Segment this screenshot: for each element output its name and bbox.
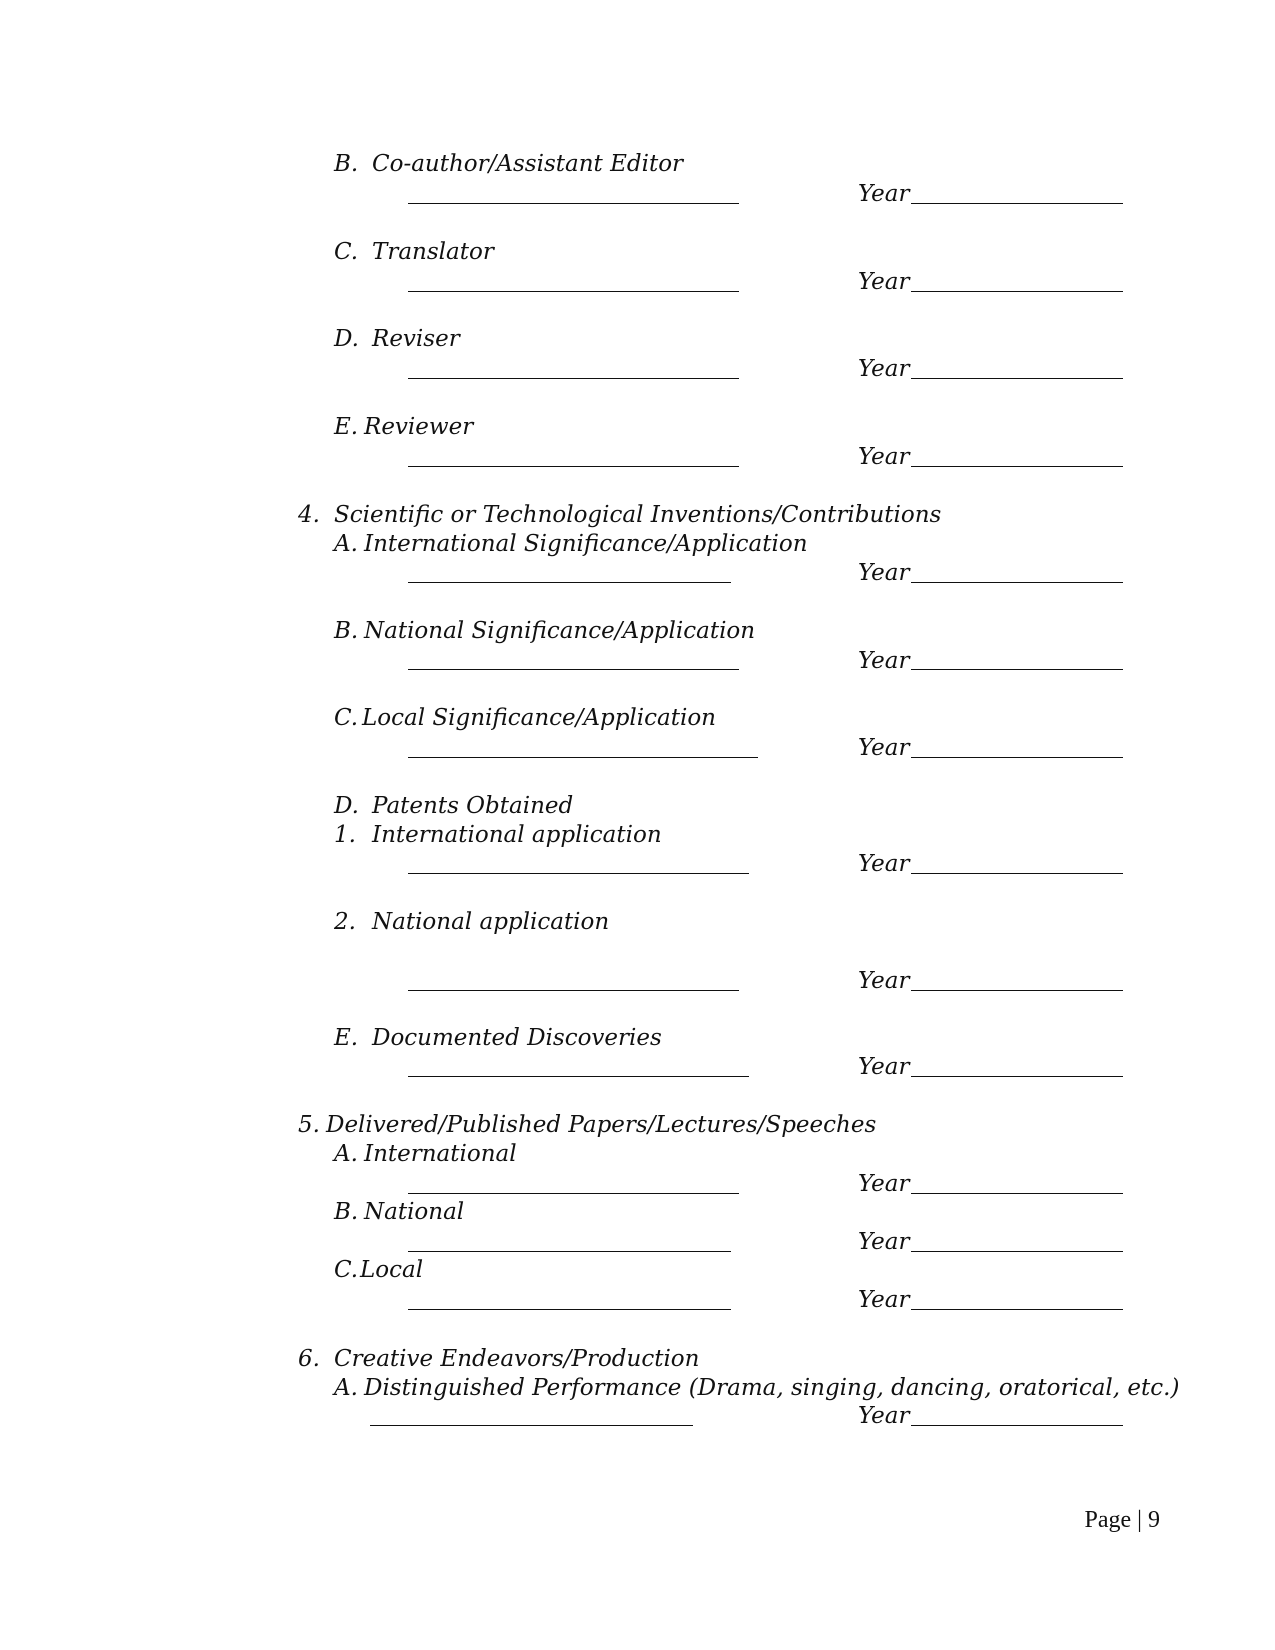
item-label: Reviser — [372, 326, 460, 352]
year-label: Year — [858, 968, 910, 994]
item-label: Documented Discoveries — [372, 1025, 662, 1051]
year-blank[interactable] — [911, 757, 1123, 758]
year-label: Year — [858, 1229, 910, 1255]
section-number: 4. — [298, 502, 320, 528]
year-blank[interactable] — [911, 1193, 1123, 1194]
year-blank[interactable] — [911, 873, 1123, 874]
year-blank[interactable] — [911, 1251, 1123, 1252]
item-marker: C. — [334, 705, 359, 731]
section-title: Scientific or Technological Inventions/Contributions — [334, 502, 942, 528]
item-marker: E. — [334, 414, 359, 440]
item-marker: B. — [334, 1199, 359, 1225]
year-label: Year — [858, 560, 910, 586]
entry-blank[interactable] — [408, 466, 739, 467]
entry-blank[interactable] — [408, 757, 758, 758]
entry-blank[interactable] — [408, 582, 731, 583]
entry-blank[interactable] — [408, 378, 739, 379]
year-blank[interactable] — [911, 669, 1123, 670]
section-number: 6. — [298, 1346, 320, 1372]
item-marker: B. — [334, 618, 359, 644]
entry-blank[interactable] — [408, 1193, 739, 1194]
year-label: Year — [858, 1403, 910, 1429]
year-label: Year — [858, 1054, 910, 1080]
year-label: Year — [858, 181, 910, 207]
section-number: 5. — [298, 1112, 320, 1138]
item-label: Distinguished Performance (Drama, singing, dancing, oratorical, etc.) — [364, 1375, 1180, 1401]
year-label: Year — [858, 735, 910, 761]
year-blank[interactable] — [911, 582, 1123, 583]
section-title: Delivered/Published Papers/Lectures/Speeches — [326, 1112, 877, 1138]
page-number: Page | 9 — [1084, 1507, 1160, 1533]
year-label: Year — [858, 356, 910, 382]
item-label: Local — [360, 1257, 424, 1283]
item-label: Co-author/Assistant Editor — [372, 151, 684, 177]
item-marker: D. — [334, 793, 359, 819]
year-blank[interactable] — [911, 1076, 1123, 1077]
item-marker: A. — [334, 531, 358, 557]
year-blank[interactable] — [911, 378, 1123, 379]
item-marker: C. — [334, 1257, 359, 1283]
item-label: Local Significance/Application — [362, 705, 716, 731]
entry-blank[interactable] — [408, 990, 739, 991]
item-label: National Significance/Application — [364, 618, 756, 644]
subitem-label: National application — [372, 909, 610, 935]
entry-blank[interactable] — [408, 1251, 731, 1252]
item-marker: E. — [334, 1025, 359, 1051]
section-title: Creative Endeavors/Production — [334, 1346, 700, 1372]
year-blank[interactable] — [911, 1425, 1123, 1426]
entry-blank[interactable] — [408, 203, 739, 204]
item-label: International — [364, 1141, 517, 1167]
item-marker: D. — [334, 326, 359, 352]
subitem-marker: 2. — [334, 909, 356, 935]
year-blank[interactable] — [911, 466, 1123, 467]
year-blank[interactable] — [911, 291, 1123, 292]
entry-blank[interactable] — [370, 1425, 693, 1426]
item-label: Translator — [372, 239, 494, 265]
item-label: National — [364, 1199, 465, 1225]
year-label: Year — [858, 444, 910, 470]
item-label: Reviewer — [364, 414, 474, 440]
entry-blank[interactable] — [408, 291, 739, 292]
item-label: International Significance/Application — [364, 531, 808, 557]
item-marker: A. — [334, 1141, 358, 1167]
item-label: Patents Obtained — [372, 793, 574, 819]
item-marker: B. — [334, 151, 359, 177]
entry-blank[interactable] — [408, 873, 749, 874]
subitem-marker: 1. — [334, 822, 356, 848]
entry-blank[interactable] — [408, 669, 739, 670]
entry-blank[interactable] — [408, 1076, 749, 1077]
year-blank[interactable] — [911, 203, 1123, 204]
year-label: Year — [858, 648, 910, 674]
year-label: Year — [858, 1287, 910, 1313]
year-blank[interactable] — [911, 1309, 1123, 1310]
year-label: Year — [858, 269, 910, 295]
year-label: Year — [858, 1171, 910, 1197]
subitem-label: International application — [372, 822, 662, 848]
item-marker: A. — [334, 1375, 358, 1401]
year-label: Year — [858, 851, 910, 877]
item-marker: C. — [334, 239, 359, 265]
year-blank[interactable] — [911, 990, 1123, 991]
entry-blank[interactable] — [408, 1309, 731, 1310]
